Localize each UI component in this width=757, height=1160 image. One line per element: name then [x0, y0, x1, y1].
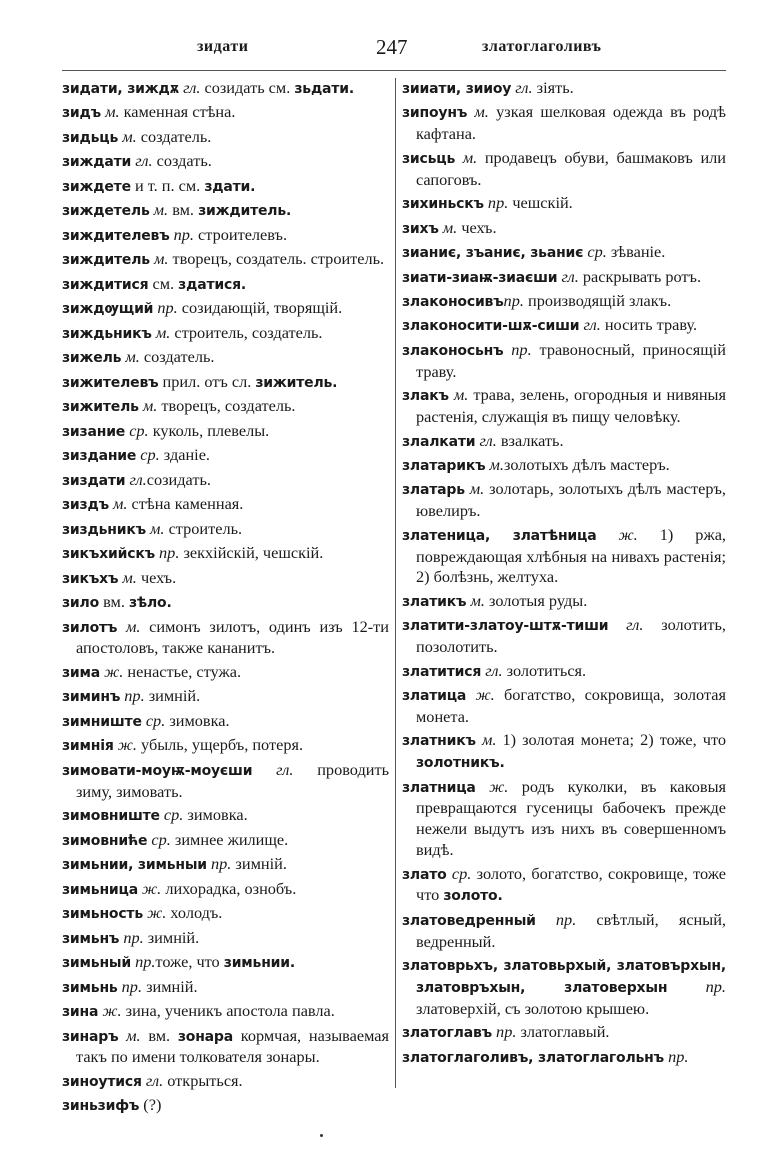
left_column-entry: зимьнь пр. зимній.: [62, 976, 198, 996]
right_column-entry: златница ж. родъ куколки, въ каковыя превращаются гусеницы бабочекъ прежде нежели выдутъ изъ нихъ въ совершенномъ видѣ.: [402, 776, 726, 860]
left_column-entry: зиздьникъ м. строитель.: [62, 518, 243, 538]
left_column-entry: зижителевъ прил. отъ сл. зижитель.: [62, 371, 338, 391]
left_column-entry: зиньзифъ (?): [62, 1095, 162, 1115]
right_column-entry: златарикъ м.золотыхъ дѣлъ мастеръ.: [402, 455, 670, 474]
right_column-entry: зипоунъ м. узкая шелковая одежда въ родѣ кафтана.: [402, 102, 726, 144]
left_column-entry: зидати, зиждѫ гл. созидать см. зьдати.: [62, 78, 354, 97]
running-head-left: зидати: [197, 38, 249, 55]
header-rule: [62, 70, 726, 71]
page-number: 247: [376, 35, 408, 59]
right-column: [402, 78, 726, 1071]
left_column-entry: зиздание ср. зданіе.: [62, 445, 210, 465]
left_column-entry: зикъхийскъ пр. зекхійскій, чешскій.: [62, 543, 324, 563]
left_column-entry: зиждитися см. здатися.: [62, 273, 246, 293]
page-speck: [320, 1134, 323, 1137]
right_column-entry: зииати, зииоу гл. зіять.: [402, 78, 574, 97]
right_column-entry: зихиньскъ пр. чешскій.: [402, 193, 573, 213]
right_column-entry: злаконосивъпр. производящій злакъ.: [402, 290, 672, 310]
left_column-entry: зимьность ж. холодъ.: [62, 903, 223, 923]
left_column-entry: зижитель м. творецъ, создатель.: [62, 396, 296, 416]
left_column-entry: зиждати гл. создать.: [62, 151, 212, 171]
right_column-entry: злаконосити-шѫ-сиши гл. носить траву.: [402, 315, 698, 335]
right_column-entry: златитися гл. золотиться.: [402, 660, 587, 680]
left_column-entry: зимнія ж. убыль, ущербъ, потеря.: [62, 735, 304, 755]
right_column-entry: златикъ м. золотыя руды.: [402, 590, 588, 610]
right_column-entry: златоглавъ пр. златоглавый.: [402, 1022, 610, 1042]
left_column-entry: зиминъ пр. зимній.: [62, 686, 201, 706]
left_column-entry: зидъ м. каменная стѣна.: [62, 102, 236, 122]
right_column-entry: зихъ м. чехъ.: [402, 217, 497, 237]
page-header: [62, 35, 726, 64]
left_column-entry: зилотъ м. симонъ зилотъ, одинъ изъ 12-ти апостоловъ, также кананитъ.: [62, 616, 389, 658]
right_column-entry: златникъ м. 1) золотая монета; 2) тоже, что золотникъ.: [402, 730, 727, 772]
left_column-entry: зимовниште ср. зимовка.: [62, 805, 248, 825]
right_column-entry: зиати-зиаѭ-зиаєши гл. раскрывать ротъ.: [402, 266, 702, 286]
left_column-entry: зимьнии, зимьныи пр. зимній.: [62, 854, 287, 874]
right_column-entry: златоврьхъ, златовьрхый, златовърхын, златовръхын, златоверхын пр. златоверхій, съ золотою крышею.: [402, 958, 726, 1018]
left_column-entry: зимьнъ пр. зимній.: [62, 927, 200, 947]
left_column-entry: зизание ср. куколь, плевелы.: [62, 420, 270, 440]
left_column-entry: зиждьникъ м. строитель, создатель.: [62, 322, 323, 342]
right_column-entry: зисьць м. продавецъ обуви, башмаковъ или сапоговъ.: [402, 147, 726, 189]
right_column-entry: златеница, златѣница ж. 1) ржа, повреждающая хлѣбныя на нивахъ растенія; 2) болѣзнь, желтуха.: [402, 524, 726, 587]
left_column-entry: зиздати гл.созидать.: [62, 469, 211, 489]
left_column-entry: зиждѹщий пр. созидающій, творящій.: [62, 298, 343, 318]
left_column-entry: зижель м. создатель.: [62, 347, 215, 367]
right_column-entry: злалкати гл. взалкать.: [402, 430, 564, 450]
right_column-entry: злато ср. золото, богатство, сокровище, тоже что золото.: [402, 863, 726, 905]
left_column-entry: зина ж. зина, ученикъ апостола павла.: [62, 1001, 335, 1021]
left_column-entry: зиноутися гл. открыться.: [62, 1070, 243, 1090]
left_column-entry: зиздъ м. стѣна каменная.: [62, 494, 244, 514]
right_column-entry: златоведренный пр. свѣтлый, ясный, ведренный.: [402, 909, 726, 951]
right_column-entry: златити-златоу-штѫ-тиши гл. золотить, позолотить.: [402, 615, 726, 657]
left_column-entry: зило вм. зѣло.: [62, 592, 172, 612]
left_column-entry: зимьный пр.тоже, что зимьнии.: [62, 952, 296, 972]
left_column-entry: зикъхъ м. чехъ.: [62, 567, 177, 587]
left_column-entry: зиждетель м. вм. зиждитель.: [62, 200, 292, 220]
left_column-entry: зиждителевъ пр. строителевъ.: [62, 224, 288, 244]
right_column-entry: зианиє, зъаниє, зьаниє ср. зѣваніе.: [402, 242, 666, 262]
left_column-entry: зимьница ж. лихорадка, ознобъ.: [62, 878, 297, 898]
left-column: [62, 78, 389, 1120]
left_column-entry: зимниште ср. зимовка.: [62, 710, 230, 730]
left_column-entry: зимовниће ср. зимнее жилище.: [62, 829, 289, 849]
right_column-entry: злакъ м. трава, зелень, огородныя и нивяныя растенія, служащія въ пищу человѣку.: [402, 385, 726, 427]
right_column-entry: златоглаголивъ, златоглагольнъ пр.: [402, 1046, 689, 1066]
right_column-entry: златарь м. золотарь, золотыхъ дѣлъ мастеръ, ювелиръ.: [402, 479, 726, 521]
left_column-entry: зиждете и т. п. см. здати.: [62, 175, 256, 195]
right_column-entry: злаконосьнъ пр. травоносный, приносящій траву.: [402, 339, 726, 381]
left_column-entry: зима ж. ненастье, стужа.: [62, 661, 242, 681]
running-head-right: златоглаголивъ: [482, 38, 602, 55]
left_column-entry: зиждитель м. творецъ, создатель. строитель.: [62, 249, 385, 269]
left_column-entry: зинаръ м. вм. зонара кормчая, называемая такъ по имени толкователя зонары.: [62, 1025, 389, 1067]
left_column-entry: зидьць м. создатель.: [62, 126, 212, 146]
right_column-entry: златица ж. богатство, сокровища, золотая монета.: [402, 685, 726, 726]
left_column-entry: зимовати-моуѭ-моуєши гл. проводить зиму, зимовать.: [62, 759, 389, 801]
column-separator: [395, 78, 396, 1088]
